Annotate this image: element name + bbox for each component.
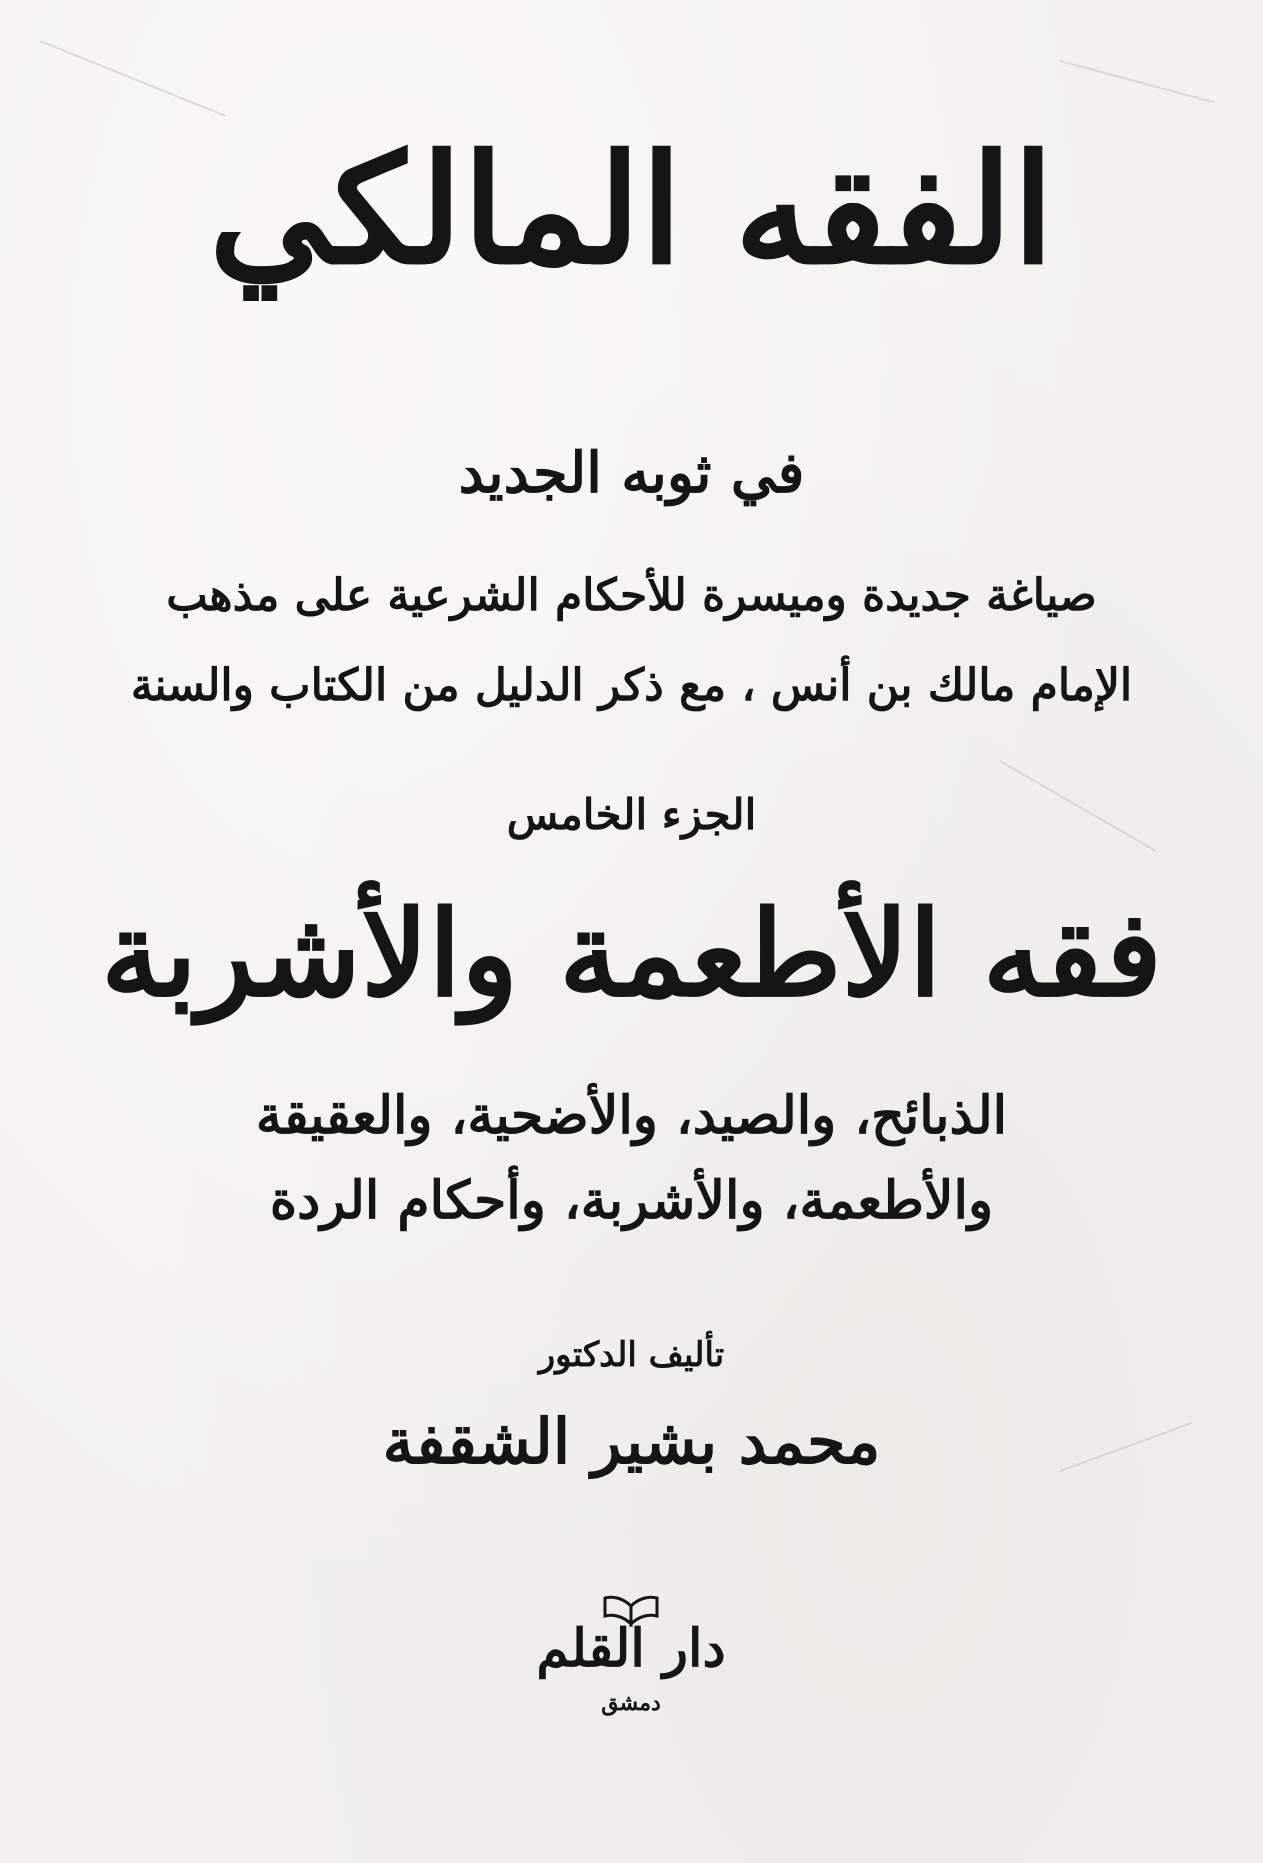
publisher-city: دمشق	[601, 1690, 661, 1716]
author-label: تأليف الدكتور	[538, 1335, 725, 1375]
topics-line-2: والأطعمة، والأشربة، وأحكام الردة	[269, 1170, 994, 1231]
author-name: محمد بشير الشقفة	[382, 1405, 881, 1478]
publisher-name: دار القلم	[536, 1618, 726, 1679]
volume-title: فقه الأطعمة والأشربة	[100, 884, 1163, 1023]
description-line-2: الإمام مالك بن أنس ، مع ذكر الدليل من الكتاب والسنة	[130, 660, 1133, 711]
paper-crease	[40, 40, 226, 117]
publisher-block	[531, 1590, 731, 1730]
paper-crease	[1060, 60, 1215, 103]
description-line-1: صياغة جديدة وميسرة للأحكام الشرعية على مذهب	[166, 570, 1097, 621]
subtitle: في ثوبه الجديد	[458, 440, 805, 506]
main-title: الفقه المالكي	[208, 122, 1055, 298]
volume-label: الجزء الخامس	[506, 790, 757, 839]
topics-line-1: الذبائح، والصيد، والأضحية، والعقيقة	[255, 1085, 1008, 1146]
